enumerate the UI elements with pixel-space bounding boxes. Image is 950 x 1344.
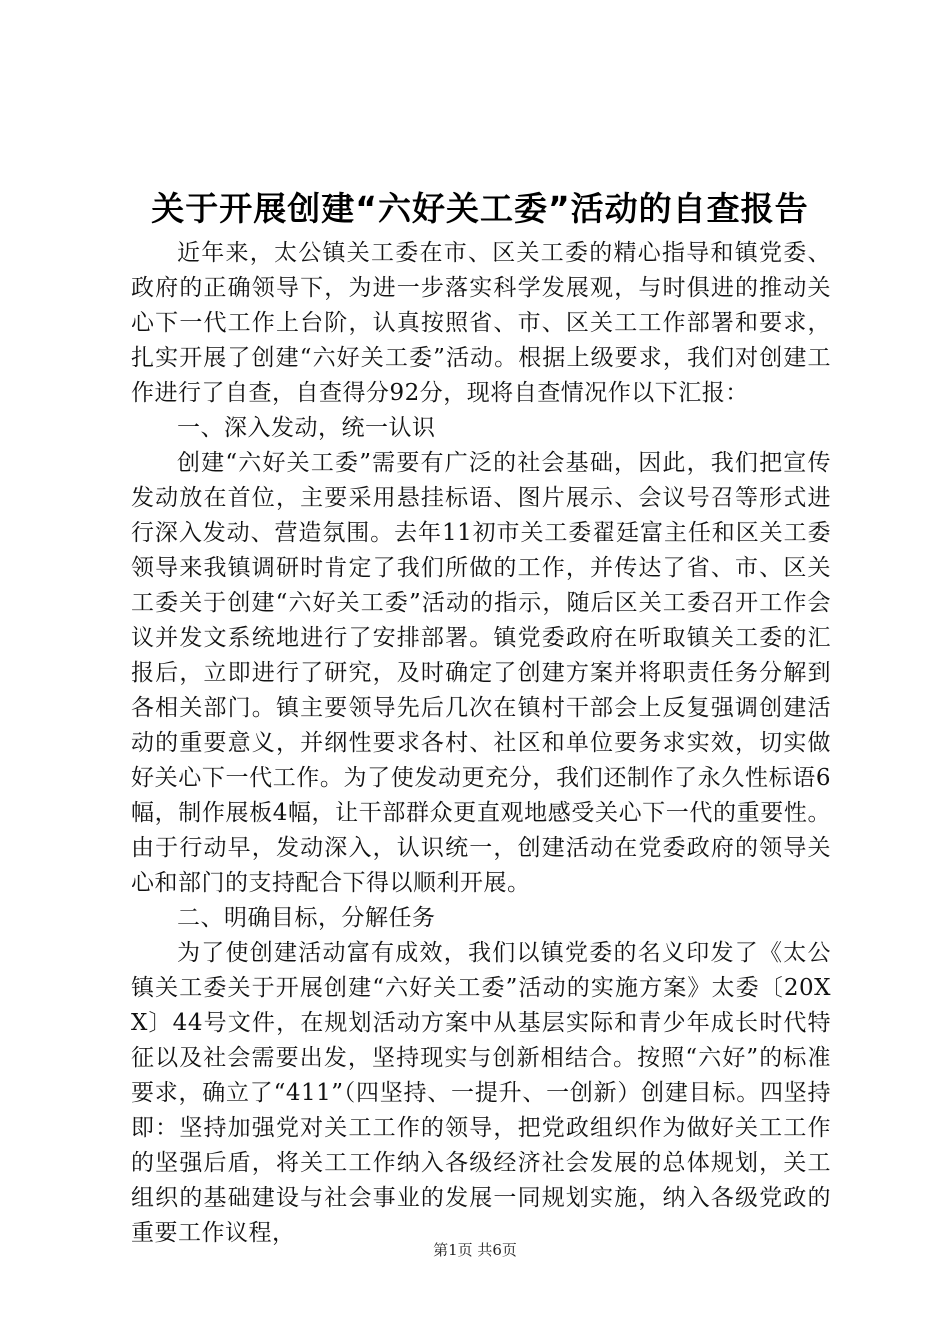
section-heading-1: 一、深入发动，统一认识 — [177, 415, 436, 441]
document-body — [131, 236, 831, 1251]
section-2-paragraph: 为了使创建活动富有成效，我们以镇党委的名义印发了《太公镇关工委关于开展创建“六好关工委”活动的实施方案》太委〔20XX〕44号文件，在规划活动方案中从基层实际和青少年成长时代特征以及社会需要出发，坚持现实与创新相结合。按照“六好”的标准要求，确立了“411”（四坚持、一提升、一创新）创建目标。四坚持即：坚持加强党对关工工作的领导，把党政组织作为做好关工工作的坚强后盾，将关工工作纳入各级经济社会发展的总体规划，关工组织的基础建设与社会事业的发展一同规划实施，纳入各级党政的重要工作议程， — [131, 940, 831, 1246]
page-number-footer: 第1页 共6页 — [433, 1241, 517, 1259]
intro-paragraph: 近年来，太公镇关工委在市、区关工委的精心指导和镇党委、政府的正确领导下，为进一步落实科学发展观，与时俱进的推动关心下一代工作上台阶，认真按照省、市、区关工工作部署和要求，扎实开展了创建“六好关工委”活动。根据上级要求，我们对创建工作进行了自查，自查得分92分，现将自查情况作以下汇报： — [131, 240, 831, 406]
section-heading-2: 二、明确目标，分解任务 — [177, 905, 436, 931]
document-title: 关于开展创建“六好关工委”活动的自查报告 — [151, 189, 809, 228]
section-1-paragraph: 创建“六好关工委”需要有广泛的社会基础，因此，我们把宣传发动放在首位，主要采用悬挂标语、图片展示、会议号召等形式进行深入发动、营造氛围。去年11初市关工委翟廷富主任和区关工委领导来我镇调研时肯定了我们所做的工作，并传达了省、市、区关工委关于创建“六好关工委”活动的指示，随后区关工委召开工作会议并发文系统地进行了安排部署。镇党委政府在听取镇关工委的汇报后，立即进行了研究，及时确定了创建方案并将职责任务分解到各相关部门。镇主要领导先后几次在镇村干部会上反复强调创建活动的重要意义，并纲性要求各村、社区和单位要务求实效，切实做好关心下一代工作。为了使发动更充分，我们还制作了永久性标语6幅，制作展板4幅，让干部群众更直观地感受关心下一代的重要性。由于行动早，发动深入，认识统一，创建活动在党委政府的领导关心和部门的支持配合下得以顺利开展。 — [131, 450, 831, 896]
